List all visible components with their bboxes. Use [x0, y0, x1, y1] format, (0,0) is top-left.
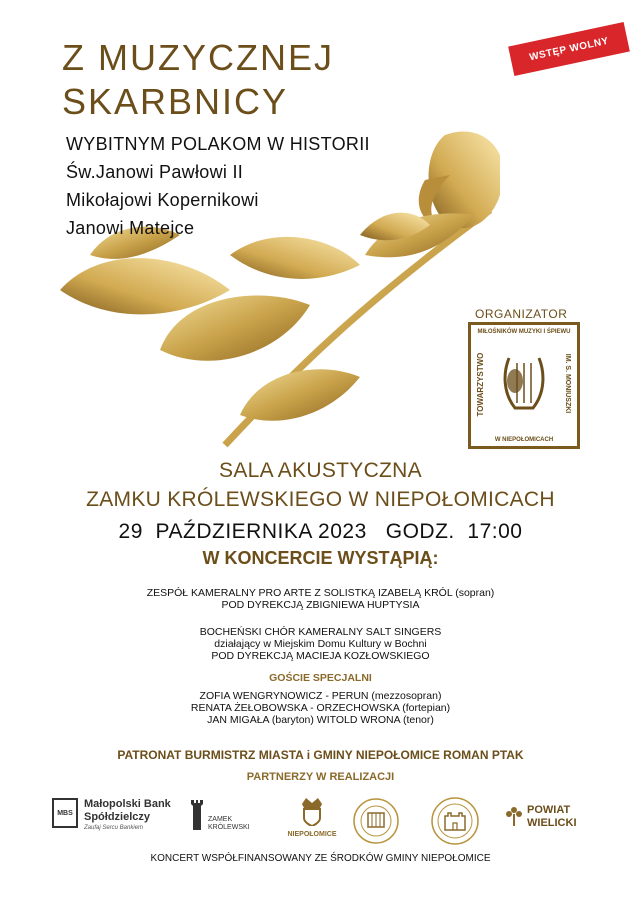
crown-crest-icon: [300, 796, 324, 826]
performer-line: POD DYREKCJĄ ZBIGNIEWA HUPTYSIA: [221, 599, 420, 611]
title-line-2: SKARBNICY: [62, 81, 289, 122]
performers-heading: W KONCERCIE WYSTĄPIĄ:: [202, 548, 439, 568]
free-entry-badge: WSTĘP WOLNY: [508, 22, 630, 76]
poster-title: [62, 36, 334, 124]
lyre-mask-icon: [501, 353, 547, 415]
powiat-text-2: WIELICKI: [527, 817, 577, 829]
mbs-mark-icon: MBS: [52, 798, 78, 828]
organizer-logo-right-text: IM. S. MONIUSZKI: [564, 353, 571, 414]
venue-line-1: SALA AKUSTYCZNA: [219, 459, 422, 482]
performer-group-1: [0, 587, 641, 611]
organizer-logo-top-text: MIŁOŚNIKÓW MUZYKI I ŚPIEWU: [477, 329, 571, 335]
performer-line: działający w Miejskim Domu Kultury w Bochni: [214, 638, 427, 650]
dedication-line: Janowi Matejce: [66, 218, 195, 238]
bank-tagline: Zaufaj Sercu Bankiem: [84, 825, 144, 831]
guest-line: RENATA ŻEŁOBOWSKA - ORZECHOWSKA (fortepian): [190, 702, 451, 714]
patronage-line: PATRONAT BURMISTRZ MIASTA i GMINY NIEPOŁOMICE ROMAN PTAK: [117, 748, 524, 762]
bank-name-line-2: Spółdzielczy: [84, 811, 151, 823]
partner-logo-castle-seal: [425, 796, 485, 846]
niepolomice-text: NIEPOŁOMICE: [287, 831, 337, 838]
performer-line: POD DYREKCJĄ MACIEJA KOZŁOWSKIEGO: [211, 650, 430, 662]
performer-line: ZESPÓŁ KAMERALNY PRO ARTE Z SOLISTKĄ IZABELĄ KRÓL (sopran): [146, 587, 495, 599]
venue-line-2: ZAMKU KRÓLEWSKIEGO W NIEPOŁOMICACH: [86, 488, 555, 511]
guest-line: ZOFIA WENGRYNOWICZ - PERUN (mezzosopran): [199, 690, 442, 702]
partners-heading: PARTNERZY W REALIZACJI: [246, 771, 395, 783]
organizer-label: ORGANIZATOR: [475, 307, 568, 321]
dedication-line: Mikołajowi Kopernikowi: [66, 190, 259, 210]
zamek-text-1: ZAMEK: [208, 816, 233, 823]
special-guests-heading: GOŚCIE SPECJALNI: [269, 672, 372, 684]
dedication-line: WYBITNYM POLAKOM W HISTORII: [66, 134, 370, 154]
organizer-logo-bottom-text: W NIEPOŁOMICACH: [494, 437, 554, 443]
castle-seal-icon: [425, 796, 485, 846]
special-guests-list: [0, 690, 641, 726]
event-date-time: 29 PAŹDZIERNIKA 2023 GODZ. 17:00: [118, 520, 523, 543]
partner-logo-society-seal: [348, 796, 404, 846]
performer-group-2: [0, 626, 641, 662]
powiat-text-1: POWIAT: [527, 804, 571, 816]
dedication-line: Św.Janowi Pawłowi II: [66, 162, 244, 182]
partner-logo-niepolomice: [282, 796, 342, 838]
guest-line: JAN MIGAŁA (baryton) WITOLD WRONA (tenor): [207, 714, 434, 726]
title-line-1: Z MUZYCZNEJ: [62, 37, 334, 78]
zamek-text-2: KRÓLEWSKI: [208, 824, 250, 831]
funding-footer: KONCERT WSPÓŁFINANSOWANY ZE ŚRODKÓW GMINY NIEPOŁOMICE: [150, 853, 491, 864]
organizer-logo: [468, 322, 580, 449]
performer-line: BOCHEŃSKI CHÓR KAMERALNY SALT SINGERS: [199, 626, 442, 638]
bank-name-line-1: Małopolski Bank: [84, 798, 171, 810]
organizer-logo-left-text: TOWARZYSTWO: [476, 352, 485, 417]
flower-icon: [505, 804, 523, 826]
society-seal-icon: [348, 796, 404, 846]
tower-icon: [190, 800, 204, 830]
dedication-list: [66, 130, 370, 242]
